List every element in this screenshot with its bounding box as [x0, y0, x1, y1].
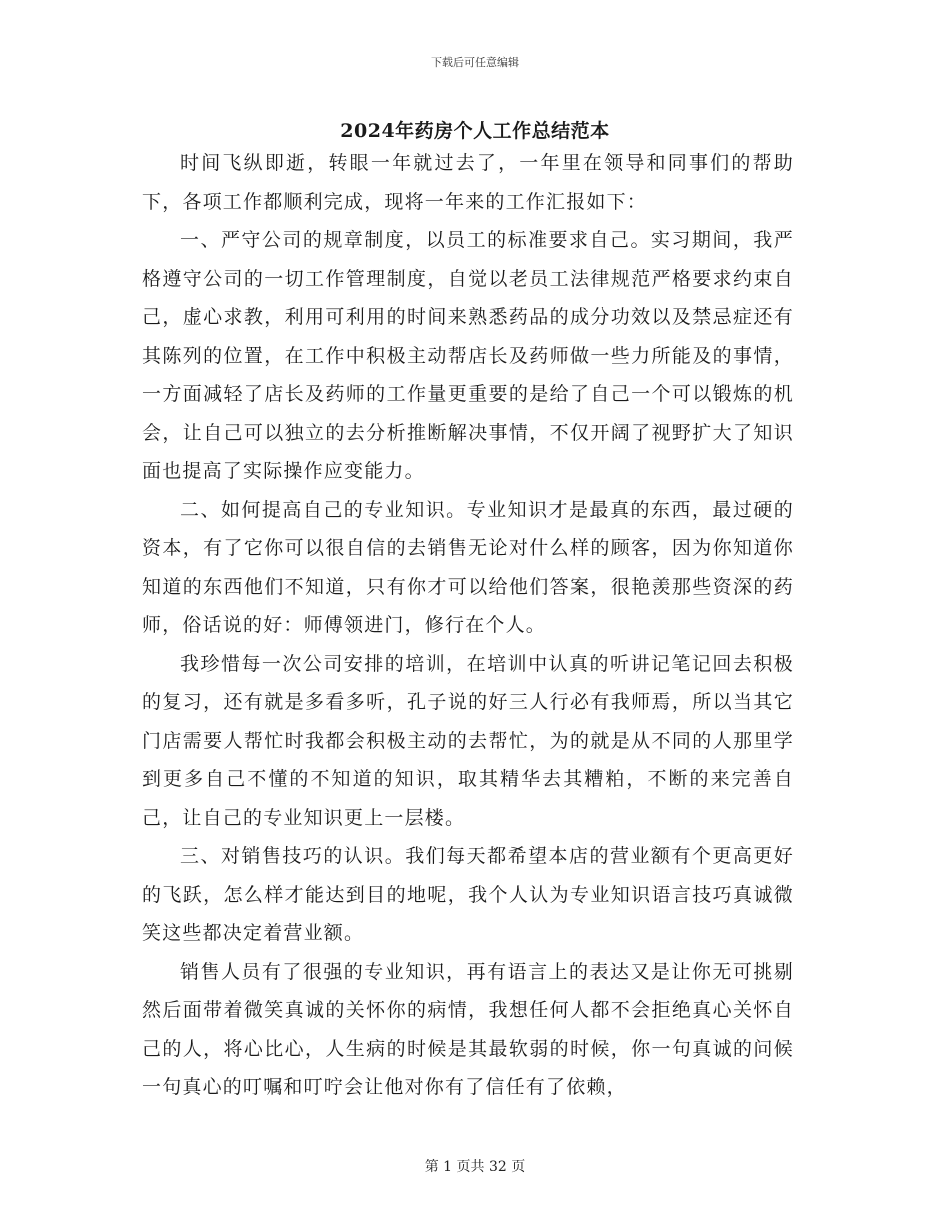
document-body: [142, 144, 794, 1107]
paragraph-section-1: 一、严守公司的规章制度，以员工的标准要求自己。实习期间，我严格遵守公司的一切工作管理制度，自觉以老员工法律规范严格要求约束自己，虚心求教，利用可利用的时间来熟悉药品的成分功效以及禁忌症还有其陈列的位置，在工作中积极主动帮店长及药师做一些力所能及的事情，一方面减轻了店长及药师的工作量更重要的是给了自己一个可以锻炼的机会，让自己可以独立的去分析推断解决事情，不仅开阔了视野扩大了知识面也提高了实际操作应变能力。: [142, 229, 794, 482]
header-note: 下载后可任意编辑: [431, 56, 519, 69]
page-number-footer: 第 1 页共 32 页: [424, 1159, 526, 1175]
paragraph-section-3: 三、对销售技巧的认识。我们每天都希望本店的营业额有个更高更好的飞跃，怎么样才能达到目的地呢，我个人认为专业知识语言技巧真诚微笑这些都决定着营业额。: [142, 845, 794, 944]
paragraph-section-2: 二、如何提高自己的专业知识。专业知识才是最真的东西，最过硬的资本，有了它你可以很自信的去销售无论对什么样的顾客，因为你知道你知道的东西他们不知道，只有你才可以给他们答案，很艳羡那些资深的药师，俗话说的好：师傅领进门，修行在个人。: [142, 498, 794, 636]
paragraph-training: 我珍惜每一次公司安排的培训，在培训中认真的听讲记笔记回去积极的复习，还有就是多看多听，孔子说的好三人行必有我师焉，所以当其它门店需要人帮忙时我都会积极主动的去帮忙，为的就是从不同的人那里学到更多自己不懂的不知道的知识，取其精华去其糟粕，不断的来完善自己，让自己的专业知识更上一层楼。: [142, 652, 794, 829]
document-title: 2024年药房个人工作总结范本: [340, 120, 610, 142]
paragraph-sales-staff: 销售人员有了很强的专业知识，再有语言上的表达又是让你无可挑剔然后面带着微笑真诚的关怀你的病情，我想任何人都不会拒绝真心关怀自己的人，将心比心，人生病的时候是其最软弱的时候，你一句真诚的问候一句真心的叮嘱和叮咛会让他对你有了信任有了依赖，: [142, 960, 794, 1098]
paragraph-intro: 时间飞纵即逝，转眼一年就过去了，一年里在领导和同事们的帮助下，各项工作都顺利完成，现将一年来的工作汇报如下：: [142, 152, 794, 213]
